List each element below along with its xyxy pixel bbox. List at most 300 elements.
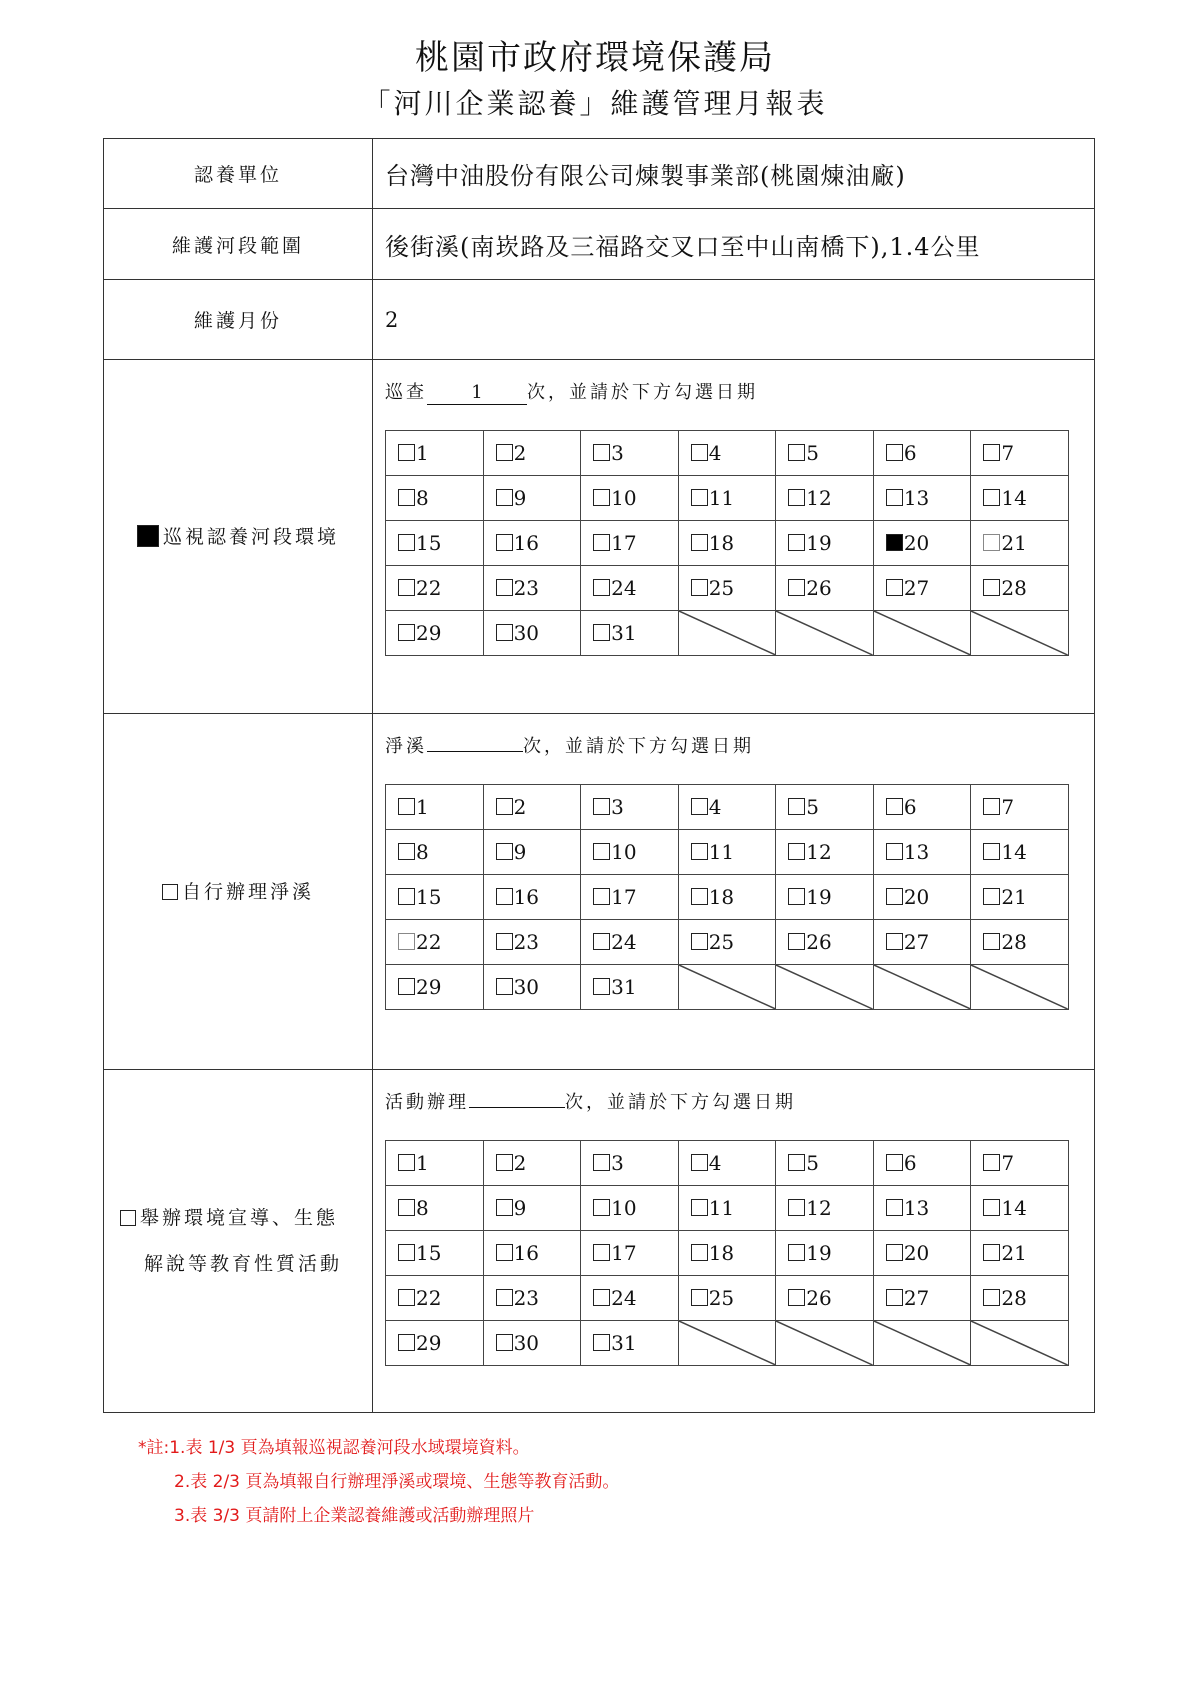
calendar-row bbox=[386, 965, 1069, 1010]
day-number: 27 bbox=[903, 930, 930, 954]
day-cell-19[interactable] bbox=[776, 521, 874, 566]
day-cell-20[interactable] bbox=[873, 1231, 971, 1276]
day-cell-1[interactable] bbox=[386, 785, 484, 830]
day-checkbox[interactable] bbox=[788, 444, 805, 461]
section-patrol-body bbox=[373, 360, 1095, 714]
calendar-row bbox=[386, 920, 1069, 965]
day-number: 24 bbox=[611, 930, 637, 954]
day-number: 5 bbox=[806, 441, 819, 465]
day-checkbox[interactable] bbox=[398, 579, 415, 596]
day-checkbox[interactable] bbox=[593, 624, 610, 641]
day-checkbox[interactable] bbox=[788, 1244, 805, 1261]
day-cell-24[interactable] bbox=[581, 920, 679, 965]
day-checkbox[interactable] bbox=[691, 843, 708, 860]
range-value[interactable]: 後街溪(南崁路及三福路交叉口至中山南橋下),1.4公里 bbox=[373, 209, 1095, 280]
day-number: 1 bbox=[416, 1151, 429, 1175]
day-number: 20 bbox=[903, 885, 930, 909]
day-checkbox[interactable] bbox=[788, 579, 805, 596]
section-education-checkbox[interactable] bbox=[120, 1210, 136, 1226]
day-checkbox[interactable] bbox=[691, 534, 708, 551]
day-number: 11 bbox=[708, 486, 735, 510]
note-2: 2.表 2/3 頁為填報自行辦理淨溪或環境、生態等教育活動。 bbox=[174, 1472, 620, 1492]
day-checkbox[interactable] bbox=[593, 1199, 610, 1216]
day-number: 4 bbox=[708, 1151, 722, 1175]
day-number: 18 bbox=[708, 1241, 735, 1265]
day-cell-27[interactable] bbox=[873, 566, 971, 611]
day-cell-11[interactable] bbox=[678, 830, 776, 875]
day-checkbox[interactable] bbox=[496, 798, 513, 815]
day-checkbox[interactable] bbox=[886, 579, 903, 596]
day-cell-30[interactable] bbox=[483, 611, 581, 656]
day-checkbox[interactable] bbox=[398, 1334, 415, 1351]
day-checkbox[interactable] bbox=[983, 489, 1000, 506]
calendar-row bbox=[386, 875, 1069, 920]
day-checkbox[interactable] bbox=[593, 534, 610, 551]
day-checkbox[interactable] bbox=[886, 1289, 903, 1306]
day-cell-23[interactable] bbox=[483, 566, 581, 611]
day-checkbox[interactable] bbox=[691, 1289, 708, 1306]
day-number: 3 bbox=[611, 795, 624, 819]
day-number: 10 bbox=[611, 486, 637, 510]
day-number: 29 bbox=[416, 621, 442, 645]
day-cell-28[interactable] bbox=[971, 1276, 1069, 1321]
day-checkbox[interactable] bbox=[886, 1244, 903, 1261]
day-cell-26[interactable] bbox=[776, 1276, 874, 1321]
empty-cell bbox=[873, 1321, 971, 1366]
day-checkbox[interactable] bbox=[496, 444, 513, 461]
day-checkbox[interactable] bbox=[886, 489, 903, 506]
day-checkbox[interactable] bbox=[593, 1154, 610, 1171]
calendar-patrol bbox=[385, 430, 1069, 656]
day-cell-8[interactable] bbox=[386, 830, 484, 875]
day-number: 30 bbox=[513, 1331, 540, 1355]
diagonal-slash bbox=[971, 965, 1068, 1009]
day-number: 1 bbox=[416, 441, 429, 465]
day-cell-18[interactable] bbox=[678, 875, 776, 920]
day-cell-26[interactable] bbox=[776, 566, 874, 611]
day-checkbox[interactable] bbox=[398, 1199, 415, 1216]
day-checkbox[interactable] bbox=[691, 579, 708, 596]
month-value[interactable]: 2 bbox=[373, 280, 1095, 360]
day-checkbox[interactable] bbox=[398, 843, 415, 860]
day-number: 17 bbox=[611, 885, 637, 909]
day-cell-3[interactable] bbox=[581, 431, 679, 476]
day-cell-14[interactable] bbox=[971, 1186, 1069, 1231]
range-label: 維護河段範圍 bbox=[104, 209, 373, 280]
day-cell-16[interactable] bbox=[483, 1231, 581, 1276]
section-education-body bbox=[373, 1070, 1095, 1413]
day-checkbox[interactable] bbox=[886, 888, 903, 905]
day-number: 11 bbox=[708, 840, 735, 864]
day-checkbox[interactable] bbox=[983, 888, 1000, 905]
day-checkbox[interactable] bbox=[886, 798, 903, 815]
day-cell-16[interactable] bbox=[483, 875, 581, 920]
day-number: 16 bbox=[513, 531, 540, 555]
day-cell-25[interactable] bbox=[678, 566, 776, 611]
day-cell-9[interactable] bbox=[483, 1186, 581, 1231]
day-cell-28[interactable] bbox=[971, 920, 1069, 965]
day-checkbox[interactable] bbox=[398, 888, 415, 905]
day-number: 8 bbox=[416, 1196, 429, 1220]
day-checkbox[interactable] bbox=[788, 798, 805, 815]
day-checkbox[interactable] bbox=[398, 1289, 415, 1306]
day-checkbox[interactable] bbox=[496, 1334, 513, 1351]
calendar-row bbox=[386, 431, 1069, 476]
day-cell-15[interactable] bbox=[386, 875, 484, 920]
day-cell-10[interactable] bbox=[581, 476, 679, 521]
day-cell-27[interactable] bbox=[873, 1276, 971, 1321]
month-label: 維護月份 bbox=[104, 280, 373, 360]
day-checkbox[interactable] bbox=[398, 1154, 415, 1171]
day-checkbox[interactable] bbox=[496, 1244, 513, 1261]
day-checkbox[interactable] bbox=[788, 888, 805, 905]
section-cleanup-checkbox[interactable] bbox=[162, 884, 178, 900]
day-cell-21[interactable] bbox=[971, 875, 1069, 920]
day-cell-18[interactable] bbox=[678, 1231, 776, 1276]
day-cell-15[interactable] bbox=[386, 1231, 484, 1276]
day-checkbox[interactable] bbox=[983, 579, 1000, 596]
day-cell-4[interactable] bbox=[678, 431, 776, 476]
patrol-count-line: 巡查 1 次，並請於下方勾選日期 bbox=[385, 382, 758, 403]
day-cell-4[interactable] bbox=[678, 785, 776, 830]
section-patrol-label[interactable]: 巡視認養河段環境 bbox=[104, 360, 373, 714]
day-checkbox[interactable] bbox=[691, 1199, 708, 1216]
day-cell-27[interactable] bbox=[873, 920, 971, 965]
diagonal-slash bbox=[874, 611, 971, 655]
day-checkbox[interactable] bbox=[886, 1154, 903, 1171]
day-cell-7[interactable] bbox=[971, 785, 1069, 830]
day-number: 3 bbox=[611, 1151, 624, 1175]
day-cell-16[interactable] bbox=[483, 521, 581, 566]
day-number: 15 bbox=[416, 531, 442, 555]
day-cell-23[interactable] bbox=[483, 1276, 581, 1321]
day-checkbox[interactable] bbox=[983, 534, 1000, 551]
calendar-row bbox=[386, 1141, 1069, 1186]
day-number: 24 bbox=[611, 1286, 637, 1310]
day-cell-29[interactable] bbox=[386, 965, 484, 1010]
day-number: 18 bbox=[708, 531, 735, 555]
day-checkbox[interactable] bbox=[788, 843, 805, 860]
day-cell-8[interactable] bbox=[386, 1186, 484, 1231]
day-number: 13 bbox=[903, 840, 930, 864]
day-cell-5[interactable] bbox=[776, 785, 874, 830]
day-checkbox[interactable] bbox=[788, 1199, 805, 1216]
day-checkbox[interactable] bbox=[886, 1199, 903, 1216]
day-number: 7 bbox=[1001, 1151, 1015, 1175]
calendar-row bbox=[386, 611, 1069, 656]
day-cell-15[interactable] bbox=[386, 521, 484, 566]
day-cell-12[interactable] bbox=[776, 476, 874, 521]
day-checkbox[interactable] bbox=[398, 1244, 415, 1261]
day-number: 22 bbox=[416, 1286, 442, 1310]
day-checkbox[interactable] bbox=[496, 489, 513, 506]
day-cell-10[interactable] bbox=[581, 830, 679, 875]
section-cleanup-label[interactable]: 自行辦理淨溪 bbox=[104, 714, 373, 1070]
day-cell-25[interactable] bbox=[678, 920, 776, 965]
day-checkbox[interactable] bbox=[593, 1334, 610, 1351]
day-number: 13 bbox=[903, 486, 930, 510]
day-number: 17 bbox=[611, 531, 637, 555]
day-checkbox[interactable] bbox=[886, 933, 903, 950]
day-cell-22[interactable] bbox=[386, 920, 484, 965]
education-count-field[interactable] bbox=[469, 1107, 565, 1108]
day-checkbox[interactable] bbox=[593, 1244, 610, 1261]
calendar-row bbox=[386, 1231, 1069, 1276]
day-number: 24 bbox=[611, 576, 637, 600]
calendar-row bbox=[386, 476, 1069, 521]
day-number: 6 bbox=[903, 441, 917, 465]
day-checkbox[interactable] bbox=[983, 843, 1000, 860]
day-cell-23[interactable] bbox=[483, 920, 581, 965]
day-number: 26 bbox=[806, 576, 832, 600]
day-cell-7[interactable] bbox=[971, 431, 1069, 476]
day-number: 4 bbox=[708, 795, 722, 819]
day-cell-11[interactable] bbox=[678, 476, 776, 521]
section-cleanup-body bbox=[373, 714, 1095, 1070]
day-cell-2[interactable] bbox=[483, 431, 581, 476]
day-cell-25[interactable] bbox=[678, 1276, 776, 1321]
day-number: 29 bbox=[416, 975, 442, 999]
day-number: 15 bbox=[416, 885, 442, 909]
day-cell-19[interactable] bbox=[776, 1231, 874, 1276]
empty-cell bbox=[678, 1321, 776, 1366]
day-checkbox[interactable] bbox=[398, 489, 415, 506]
calendar-row bbox=[386, 1321, 1069, 1366]
report-table bbox=[103, 138, 1095, 1413]
cleanup-count-field[interactable] bbox=[427, 751, 523, 752]
day-checkbox[interactable] bbox=[496, 933, 513, 950]
day-number: 15 bbox=[416, 1241, 442, 1265]
day-cell-10[interactable] bbox=[581, 1186, 679, 1231]
calendar-row bbox=[386, 830, 1069, 875]
day-checkbox[interactable] bbox=[593, 444, 610, 461]
day-cell-18[interactable] bbox=[678, 521, 776, 566]
day-number: 12 bbox=[806, 486, 832, 510]
day-cell-2[interactable] bbox=[483, 1141, 581, 1186]
day-cell-7[interactable] bbox=[971, 1141, 1069, 1186]
day-checkbox[interactable] bbox=[691, 1244, 708, 1261]
day-checkbox[interactable] bbox=[398, 624, 415, 641]
day-cell-6[interactable] bbox=[873, 1141, 971, 1186]
day-cell-12[interactable] bbox=[776, 830, 874, 875]
day-checkbox[interactable] bbox=[496, 624, 513, 641]
day-number: 20 bbox=[903, 1241, 930, 1265]
day-checkbox[interactable] bbox=[983, 444, 1000, 461]
day-cell-13[interactable] bbox=[873, 1186, 971, 1231]
empty-cell bbox=[971, 1321, 1069, 1366]
day-cell-6[interactable] bbox=[873, 431, 971, 476]
day-cell-6[interactable] bbox=[873, 785, 971, 830]
diagonal-slash bbox=[679, 965, 776, 1009]
day-number: 7 bbox=[1001, 795, 1015, 819]
day-cell-26[interactable] bbox=[776, 920, 874, 965]
day-cell-17[interactable] bbox=[581, 1231, 679, 1276]
day-checkbox[interactable] bbox=[398, 534, 415, 551]
day-number: 12 bbox=[806, 840, 832, 864]
day-cell-29[interactable] bbox=[386, 1321, 484, 1366]
day-number: 20 bbox=[903, 531, 930, 555]
day-cell-14[interactable] bbox=[971, 830, 1069, 875]
day-cell-9[interactable] bbox=[483, 476, 581, 521]
day-cell-19[interactable] bbox=[776, 875, 874, 920]
day-checkbox[interactable] bbox=[496, 843, 513, 860]
day-checkbox[interactable] bbox=[788, 933, 805, 950]
day-checkbox[interactable] bbox=[593, 579, 610, 596]
day-checkbox[interactable] bbox=[788, 1154, 805, 1171]
day-checkbox[interactable] bbox=[788, 534, 805, 551]
day-cell-8[interactable] bbox=[386, 476, 484, 521]
day-cell-22[interactable] bbox=[386, 1276, 484, 1321]
day-cell-12[interactable] bbox=[776, 1186, 874, 1231]
day-cell-13[interactable] bbox=[873, 830, 971, 875]
day-cell-21[interactable] bbox=[971, 521, 1069, 566]
day-cell-31[interactable] bbox=[581, 611, 679, 656]
day-number: 25 bbox=[708, 1286, 735, 1310]
day-checkbox[interactable] bbox=[496, 579, 513, 596]
day-number: 18 bbox=[708, 885, 735, 909]
diagonal-slash bbox=[971, 1321, 1068, 1365]
day-cell-17[interactable] bbox=[581, 521, 679, 566]
day-number: 28 bbox=[1001, 1286, 1027, 1310]
day-cell-20[interactable] bbox=[873, 875, 971, 920]
day-number: 5 bbox=[806, 795, 819, 819]
note-1: *註:1.表 1/3 頁為填報巡視認養河段水域環境資料。 bbox=[138, 1438, 530, 1458]
day-cell-20[interactable] bbox=[873, 521, 971, 566]
day-number: 19 bbox=[806, 531, 832, 555]
day-checkbox[interactable] bbox=[691, 933, 708, 950]
day-checkbox[interactable] bbox=[496, 1289, 513, 1306]
calendar-row bbox=[386, 566, 1069, 611]
day-cell-24[interactable] bbox=[581, 566, 679, 611]
note-3: 3.表 3/3 頁請附上企業認養維護或活動辦理照片 bbox=[174, 1506, 535, 1526]
day-checkbox[interactable] bbox=[496, 1154, 513, 1171]
day-number: 12 bbox=[806, 1196, 832, 1220]
day-number: 21 bbox=[1001, 1241, 1027, 1265]
day-cell-5[interactable] bbox=[776, 1141, 874, 1186]
day-number: 3 bbox=[611, 441, 624, 465]
day-number: 4 bbox=[708, 441, 722, 465]
day-checkbox[interactable] bbox=[398, 444, 415, 461]
day-number: 9 bbox=[513, 1196, 527, 1220]
page-subtitle: 「河川企業認養」維護管理月報表 bbox=[362, 87, 828, 120]
day-cell-1[interactable] bbox=[386, 1141, 484, 1186]
day-cell-3[interactable] bbox=[581, 1141, 679, 1186]
empty-cell bbox=[873, 611, 971, 656]
day-cell-17[interactable] bbox=[581, 875, 679, 920]
day-cell-3[interactable] bbox=[581, 785, 679, 830]
day-cell-28[interactable] bbox=[971, 566, 1069, 611]
day-checkbox[interactable] bbox=[593, 843, 610, 860]
section-patrol-checkbox[interactable] bbox=[137, 525, 159, 547]
day-cell-29[interactable] bbox=[386, 611, 484, 656]
empty-cell bbox=[971, 611, 1069, 656]
empty-cell bbox=[971, 965, 1069, 1010]
day-cell-1[interactable] bbox=[386, 431, 484, 476]
day-checkbox[interactable] bbox=[593, 888, 610, 905]
day-checkbox[interactable] bbox=[496, 978, 513, 995]
day-number: 30 bbox=[513, 621, 540, 645]
day-checkbox[interactable] bbox=[788, 489, 805, 506]
diagonal-slash bbox=[971, 611, 1068, 655]
day-cell-13[interactable] bbox=[873, 476, 971, 521]
day-number: 9 bbox=[513, 486, 527, 510]
section-education-label[interactable]: 舉辦環境宣導、生態 解說等教育性質活動 bbox=[104, 1070, 373, 1413]
day-checkbox[interactable] bbox=[496, 888, 513, 905]
day-checkbox[interactable] bbox=[983, 798, 1000, 815]
day-checkbox[interactable] bbox=[398, 798, 415, 815]
day-cell-31[interactable] bbox=[581, 1321, 679, 1366]
day-cell-22[interactable] bbox=[386, 566, 484, 611]
day-checkbox[interactable] bbox=[691, 444, 708, 461]
day-cell-30[interactable] bbox=[483, 965, 581, 1010]
empty-cell bbox=[776, 965, 874, 1010]
day-checkbox[interactable] bbox=[593, 798, 610, 815]
day-cell-11[interactable] bbox=[678, 1186, 776, 1231]
day-cell-14[interactable] bbox=[971, 476, 1069, 521]
day-number: 11 bbox=[708, 1196, 735, 1220]
day-cell-5[interactable] bbox=[776, 431, 874, 476]
day-checkbox[interactable] bbox=[593, 1289, 610, 1306]
day-number: 26 bbox=[806, 1286, 832, 1310]
day-checkbox[interactable] bbox=[886, 534, 903, 551]
day-checkbox[interactable] bbox=[886, 444, 903, 461]
day-number: 6 bbox=[903, 1151, 917, 1175]
adopter-label: 認養單位 bbox=[104, 139, 373, 209]
adopter-value[interactable]: 台灣中油股份有限公司煉製事業部(桃園煉油廠) bbox=[373, 139, 1095, 209]
day-checkbox[interactable] bbox=[593, 489, 610, 506]
day-number: 5 bbox=[806, 1151, 819, 1175]
education-count-line: 活動辦理 次，並請於下方勾選日期 bbox=[385, 1092, 796, 1113]
day-checkbox[interactable] bbox=[593, 933, 610, 950]
day-checkbox[interactable] bbox=[886, 843, 903, 860]
day-checkbox[interactable] bbox=[691, 489, 708, 506]
diagonal-slash bbox=[776, 611, 873, 655]
day-number: 14 bbox=[1001, 840, 1027, 864]
day-checkbox[interactable] bbox=[496, 534, 513, 551]
day-cell-2[interactable] bbox=[483, 785, 581, 830]
day-cell-24[interactable] bbox=[581, 1276, 679, 1321]
day-checkbox[interactable] bbox=[691, 798, 708, 815]
cleanup-count-line: 淨溪 次，並請於下方勾選日期 bbox=[385, 736, 754, 757]
day-number: 27 bbox=[903, 576, 930, 600]
day-number: 22 bbox=[416, 576, 442, 600]
day-checkbox[interactable] bbox=[691, 888, 708, 905]
day-cell-21[interactable] bbox=[971, 1231, 1069, 1276]
day-checkbox[interactable] bbox=[398, 978, 415, 995]
day-number: 2 bbox=[513, 441, 527, 465]
day-checkbox[interactable] bbox=[983, 1244, 1000, 1261]
day-number: 1 bbox=[416, 795, 429, 819]
day-cell-31[interactable] bbox=[581, 965, 679, 1010]
day-checkbox[interactable] bbox=[496, 1199, 513, 1216]
day-checkbox[interactable] bbox=[983, 1289, 1000, 1306]
day-checkbox[interactable] bbox=[983, 933, 1000, 950]
day-checkbox[interactable] bbox=[398, 933, 415, 950]
day-checkbox[interactable] bbox=[983, 1199, 1000, 1216]
empty-cell bbox=[678, 965, 776, 1010]
day-cell-9[interactable] bbox=[483, 830, 581, 875]
patrol-count-field[interactable]: 1 bbox=[427, 382, 527, 405]
day-checkbox[interactable] bbox=[691, 1154, 708, 1171]
day-cell-30[interactable] bbox=[483, 1321, 581, 1366]
day-checkbox[interactable] bbox=[593, 978, 610, 995]
day-checkbox[interactable] bbox=[788, 1289, 805, 1306]
day-number: 14 bbox=[1001, 1196, 1027, 1220]
footnotes bbox=[138, 1431, 619, 1533]
diagonal-slash bbox=[874, 965, 971, 1009]
day-cell-4[interactable] bbox=[678, 1141, 776, 1186]
day-checkbox[interactable] bbox=[983, 1154, 1000, 1171]
